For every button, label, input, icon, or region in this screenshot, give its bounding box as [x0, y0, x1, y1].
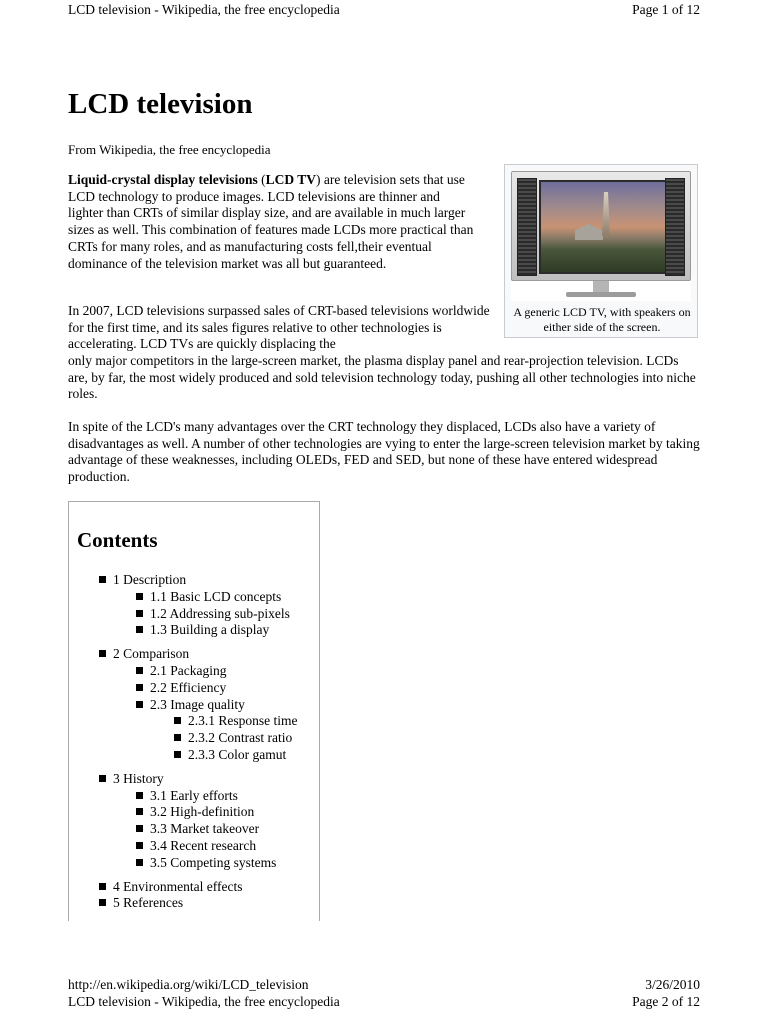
- toc-link[interactable]: 2.3 Image quality: [150, 696, 245, 712]
- bullet-icon: [136, 684, 143, 691]
- image-thumbnail: [504, 164, 698, 338]
- toc-item[interactable]: [69, 622, 319, 639]
- toc-item[interactable]: [69, 838, 319, 855]
- toc-link[interactable]: 2.3.1 Response time: [188, 713, 298, 729]
- page-footer: [68, 976, 700, 1010]
- toc-item[interactable]: [69, 855, 319, 872]
- toc-item[interactable]: [69, 680, 319, 697]
- toc-link[interactable]: 3.3 Market takeover: [150, 821, 260, 837]
- tv-screen: [539, 180, 667, 274]
- toc-item[interactable]: [69, 697, 319, 714]
- toc-link[interactable]: 3.1 Early efforts: [150, 787, 238, 803]
- toc-link[interactable]: 1 Description: [113, 572, 187, 587]
- toc-item[interactable]: [69, 713, 319, 730]
- page-title: LCD television: [68, 88, 253, 120]
- tv-stand-base: [566, 292, 636, 297]
- toc-title: Contents: [77, 528, 158, 552]
- toc-item[interactable]: [69, 646, 319, 663]
- toc-link[interactable]: 3 History: [113, 770, 164, 786]
- toc-link[interactable]: 5 References: [113, 895, 184, 911]
- tv-speaker-right: [665, 178, 685, 276]
- bullet-icon: [99, 775, 106, 782]
- p1-text-2: ) are television sets that use LCD technology to produce images. LCD televisions are thinner and lighter than CRTs of similar display size, and are available in much larger sizes as well. This combination of features made LCDs more practical than CRTs for many roles, and as manufacturing costs fell,their eventual dominance of the television market was all but guaranteed.: [68, 172, 474, 271]
- toc-link[interactable]: 1.1 Basic LCD concepts: [150, 588, 282, 604]
- toc-link[interactable]: 2 Comparison: [113, 646, 190, 662]
- bullet-icon: [136, 859, 143, 866]
- footer-date: 3/26/2010: [645, 977, 700, 992]
- bullet-icon: [136, 626, 143, 633]
- bullet-icon: [136, 667, 143, 674]
- disadvantages-paragraph: In spite of the LCD's many advantages over the CRT technology they displaced, LCDs also have a variety of disadvantages as well. A number of other technologies are vying to enter the large-screen television market by taking advantage of these weaknesses, including OLEDs, FED and SED, but none of these have entered widespread production.: [68, 419, 700, 485]
- toc-item[interactable]: [69, 895, 319, 912]
- toc-link[interactable]: 1.2 Addressing sub-pixels: [150, 605, 290, 621]
- toc-item[interactable]: [69, 879, 319, 896]
- toc-link[interactable]: 3.4 Recent research: [150, 837, 257, 853]
- page-subtitle: From Wikipedia, the free encyclopedia: [68, 142, 271, 157]
- toc-item[interactable]: [69, 572, 319, 589]
- header-title: LCD television - Wikipedia, the free encyclopedia: [68, 2, 340, 17]
- lcd-tv-image[interactable]: [511, 171, 691, 301]
- toc-link[interactable]: 2.3.3 Color gamut: [188, 746, 287, 762]
- sales-paragraph-part1: In 2007, LCD televisions surpassed sales of CRT-based televisions worldwide for the first time, and its sales figures relative to other technologies is accelerating. LCD TVs are quickly displacing the: [68, 303, 490, 352]
- toc-item[interactable]: [69, 804, 319, 821]
- bullet-icon: [99, 576, 106, 583]
- toc-item[interactable]: [69, 663, 319, 680]
- bullet-icon: [174, 734, 181, 741]
- bullet-icon: [136, 593, 143, 600]
- bullet-icon: [136, 610, 143, 617]
- toc-link[interactable]: 2.2 Efficiency: [150, 679, 227, 695]
- bullet-icon: [136, 842, 143, 849]
- bullet-icon: [174, 751, 181, 758]
- toc-link[interactable]: 2.3.2 Contrast ratio: [188, 730, 293, 746]
- toc-link[interactable]: 4 Environmental effects: [113, 878, 243, 894]
- sales-paragraph-part2: only major competitors in the large-screen market, the plasma display panel and rear-projection television. LCDs are, by far, the most widely produced and sold television technology today, pushing all other technologies into niche roles.: [68, 353, 696, 402]
- toc-link[interactable]: 3.5 Competing systems: [150, 854, 277, 870]
- toc-item[interactable]: [69, 606, 319, 623]
- toc-link[interactable]: 1.3 Building a display: [150, 622, 270, 638]
- toc-item[interactable]: [69, 730, 319, 747]
- toc-item[interactable]: [69, 788, 319, 805]
- p1-text-1: (: [257, 172, 266, 187]
- image-caption: A generic LCD TV, with speakers on either side of the screen.: [513, 305, 691, 334]
- toc-item[interactable]: [69, 821, 319, 838]
- tv-bezel: [511, 171, 691, 281]
- bullet-icon: [99, 899, 106, 906]
- bullet-icon: [99, 650, 106, 657]
- term-bold-full: Liquid-crystal display televisions: [68, 172, 258, 187]
- table-of-contents: [68, 501, 320, 921]
- term-bold-abbr: LCD TV: [265, 172, 317, 187]
- bullet-icon: [136, 701, 143, 708]
- toc-link[interactable]: 2.1 Packaging: [150, 662, 227, 678]
- header-page-number: Page 1 of 12: [632, 2, 700, 17]
- toc-item[interactable]: [69, 771, 319, 788]
- footer-page-number: Page 2 of 12: [632, 994, 700, 1009]
- footer-title: LCD television - Wikipedia, the free encyclopedia: [68, 994, 340, 1009]
- toc-item[interactable]: [69, 589, 319, 606]
- toc-link[interactable]: 3.2 High-definition: [150, 804, 255, 820]
- bullet-icon: [99, 883, 106, 890]
- tv-speaker-left: [517, 178, 537, 276]
- cottage-shape: [575, 224, 603, 240]
- toc-list: [69, 572, 319, 912]
- bullet-icon: [136, 792, 143, 799]
- intro-paragraph: [68, 172, 478, 272]
- toc-item[interactable]: [69, 747, 319, 764]
- footer-url[interactable]: http://en.wikipedia.org/wiki/LCD_television: [68, 977, 309, 992]
- bullet-icon: [136, 825, 143, 832]
- bullet-icon: [174, 717, 181, 724]
- lighthouse-shape: [601, 192, 611, 236]
- bullet-icon: [136, 808, 143, 815]
